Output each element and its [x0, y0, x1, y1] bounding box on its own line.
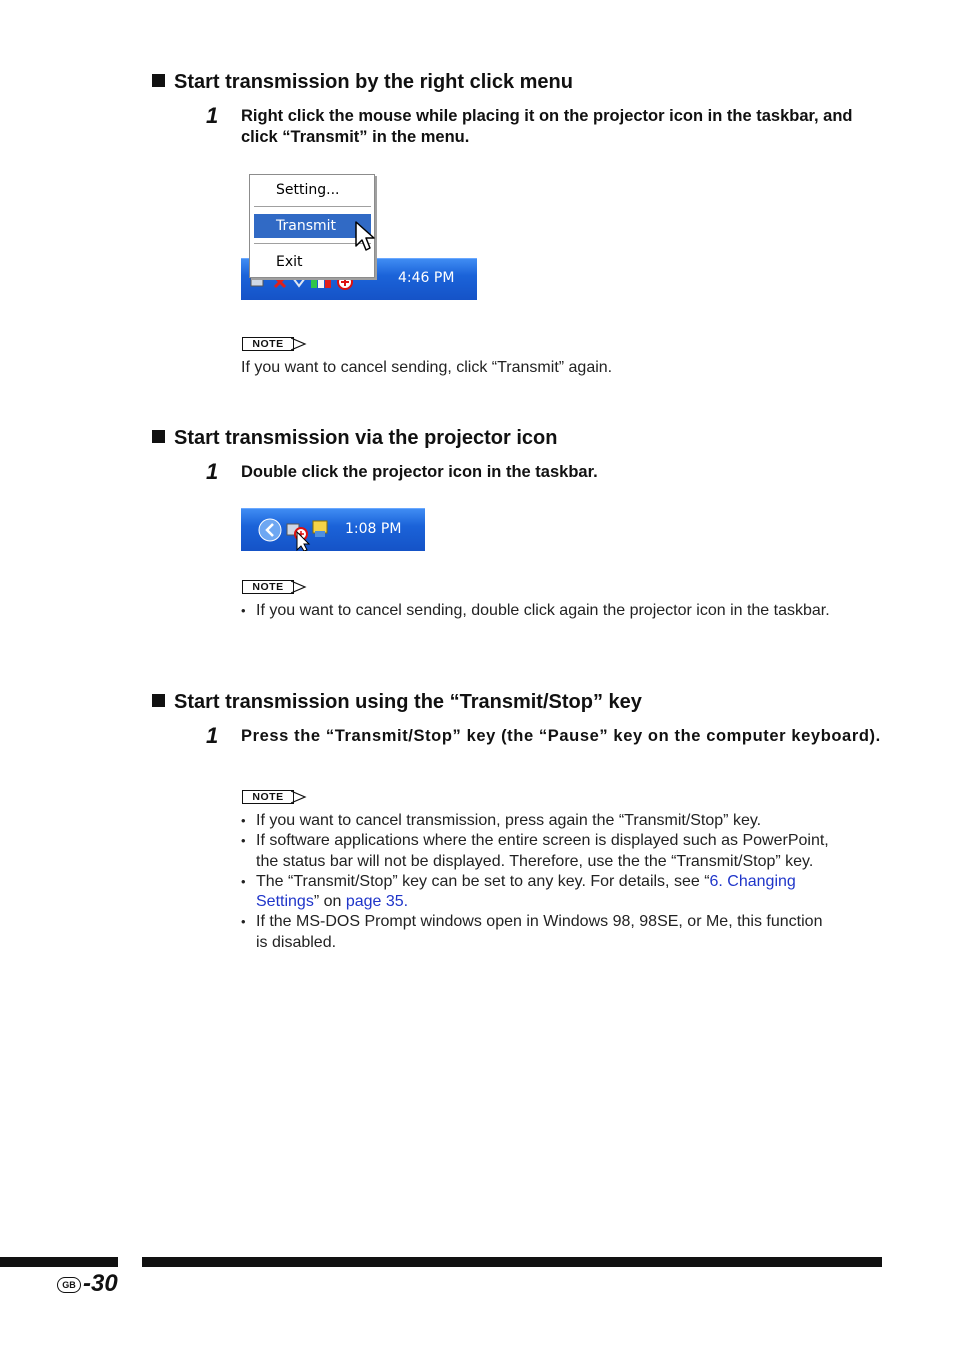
square-bullet-icon — [152, 694, 165, 707]
step-number: 1 — [206, 459, 219, 484]
step-number: 1 — [206, 103, 219, 128]
note-bullet-list — [241, 601, 881, 621]
arrow-right-icon — [291, 337, 307, 351]
region-badge: GB — [57, 1277, 81, 1293]
tray-clock: 1:08 PM — [345, 521, 402, 537]
context-menu-screenshot — [241, 172, 477, 300]
note-text: If you want to cancel sending, click “Transmit” again. — [241, 359, 613, 376]
step-number: 1 — [206, 723, 219, 748]
note-badge: NOTE — [242, 337, 308, 351]
section-heading-right-click: Start transmission by the right click menu — [152, 70, 573, 94]
note-bullet-list — [241, 811, 831, 953]
menu-item-setting[interactable]: Setting... — [276, 182, 340, 198]
note-badge: NOTE — [242, 580, 308, 594]
section-heading-projector-icon: Start transmission via the projector icon — [152, 426, 557, 450]
step-instruction: Press the “Transmit/Stop” key (the “Pause” key on the computer keyboard). — [241, 727, 881, 745]
link-page-35[interactable]: page 35. — [345, 893, 409, 911]
mouse-pointer-icon — [354, 220, 376, 254]
tray-clock: 4:46 PM — [398, 270, 455, 286]
step-instruction: Double click the projector icon in the taskbar. — [241, 463, 598, 481]
list-item: • If software applications where the entire screen is displayed such as PowerPoint, the status bar will not be displayed. Therefore, use the the “Transmit/Stop” key. — [241, 831, 831, 872]
list-item: • The “Transmit/Stop” key can be set to any key. For details, see “6. Changing Settings” on page 35. — [241, 872, 831, 913]
menu-separator — [254, 206, 371, 207]
note-badge: NOTE — [242, 790, 308, 804]
square-bullet-icon — [152, 430, 165, 443]
taskbar-tray-screenshot — [241, 508, 425, 551]
footer-rule-right — [142, 1257, 882, 1267]
link-changing-settings[interactable]: 6. Changing Settings — [256, 872, 796, 911]
page-number: GB -30 — [57, 1270, 118, 1298]
tray-icons — [257, 517, 337, 551]
menu-item-transmit[interactable]: Transmit — [254, 214, 371, 238]
list-item: • If you want to cancel transmission, press again the “Transmit/Stop” key. — [241, 811, 831, 831]
list-item: • If the MS-DOS Prompt windows open in Windows 98, 98SE, or Me, this function is disabled. — [241, 912, 831, 953]
list-item: • If you want to cancel sending, double click again the projector icon in the taskbar. — [241, 601, 881, 621]
menu-item-exit[interactable]: Exit — [276, 254, 303, 270]
footer-rule-left — [0, 1257, 118, 1267]
square-bullet-icon — [152, 74, 165, 87]
section-heading-transmit-key: Start transmission using the “Transmit/Stop” key — [152, 690, 642, 714]
arrow-right-icon — [291, 790, 307, 804]
step-instruction: Right click the mouse while placing it on the projector icon in the taskbar, and click “Transmit” in the menu. — [241, 107, 853, 146]
arrow-right-icon — [291, 580, 307, 594]
